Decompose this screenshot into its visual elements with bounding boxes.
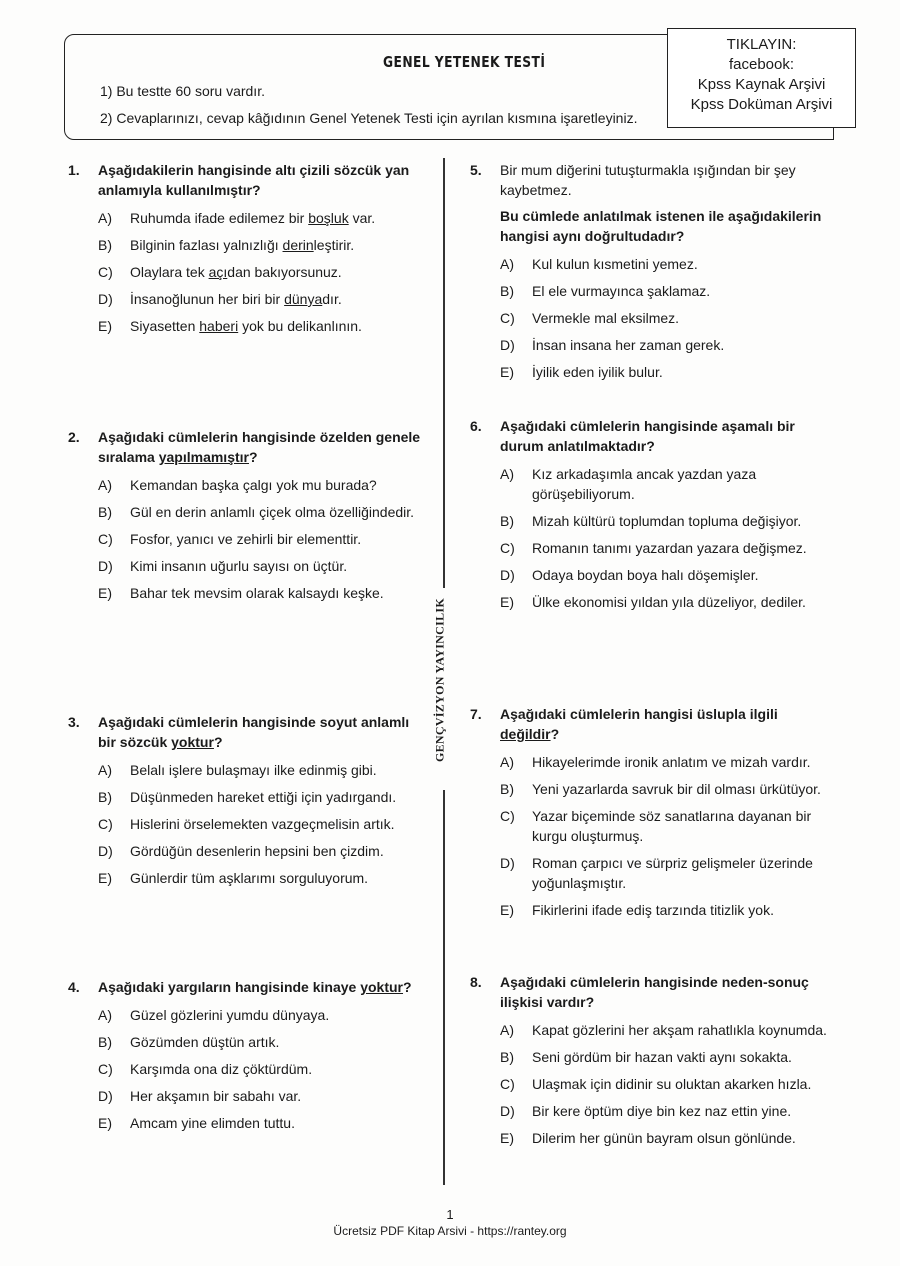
option-b[interactable]: B) Gül en derin anlamlı çiçek olma özelliğindedir. xyxy=(98,504,415,520)
question-stem: 4. Aşağıdaki yargıların hangisinde kinaye yoktur? xyxy=(68,979,412,995)
option-d[interactable]: D) Her akşamın bir sabahı var. xyxy=(98,1088,302,1104)
instruction-1: 1) Bu testte 60 soru vardır. xyxy=(100,83,265,99)
option-b[interactable]: B) Bilginin fazlası yalnızlığı derinleştirir. xyxy=(98,237,355,253)
option-d[interactable]: D) Roman çarpıcı ve sürpriz gelişmeler üzerinde yoğunlaşmıştır. xyxy=(500,855,813,891)
question-number: 1. xyxy=(68,162,80,178)
negation-word: yoktur xyxy=(360,979,404,995)
promo-line-2: facebook: xyxy=(728,56,795,73)
option-a[interactable]: A) Ruhumda ifade edilemez bir boşluk var. xyxy=(98,210,376,226)
page-number: 1 xyxy=(446,1207,454,1222)
option-d[interactable]: D) Kimi insanın uğurlu sayısı on üçtür. xyxy=(98,558,348,574)
option-a[interactable]: A) Kapat gözlerini her akşam rahatlıkla koynumda. xyxy=(500,1022,827,1038)
option-e[interactable]: E) Günlerdir tüm aşklarımı sorguluyorum. xyxy=(98,870,369,886)
option-c[interactable]: C) Yazar biçeminde söz sanatlarına dayanan bir kurgu oluşturmuş. xyxy=(500,808,812,844)
option-d[interactable]: D) İnsanoğlunun her biri bir dünyadır. xyxy=(98,291,342,307)
question-5 xyxy=(470,160,830,389)
question-number: 6. xyxy=(470,418,482,434)
question-stem: 7. Aşağıdaki cümlelerin hangisi üslupla ilgili değildir? xyxy=(470,706,778,742)
question-2 xyxy=(68,427,426,610)
column-divider-top xyxy=(443,158,445,588)
option-c[interactable]: C) Ulaşmak için didinir su oluktan akarken hızla. xyxy=(500,1076,812,1092)
option-c[interactable]: C) Hislerini örselemekten vazgeçmelisin artık. xyxy=(98,816,395,832)
negation-word: yapılmamıştır xyxy=(158,449,249,465)
option-a[interactable]: A) Belalı işlere bulaşmayı ilke edinmiş gibi. xyxy=(98,762,377,778)
question-3 xyxy=(68,712,426,895)
option-e[interactable]: E) Dilerim her günün bayram olsun gönlünde. xyxy=(500,1130,796,1146)
question-4 xyxy=(68,977,426,1140)
question-number: 2. xyxy=(68,429,80,445)
option-a[interactable]: A) Kemandan başka çalgı yok mu burada? xyxy=(98,477,377,493)
question-stem: 6. Aşağıdaki cümlelerin hangisinde aşamalı bir durum anlatılmaktadır? xyxy=(470,418,795,454)
option-b[interactable]: B) Mizah kültürü toplumdan topluma değişiyor. xyxy=(500,513,802,529)
question-prompt: Bu cümlede anlatılmak istenen ile aşağıdakilerin hangisi aynı doğrultudadır? xyxy=(500,208,822,244)
question-1 xyxy=(68,160,426,343)
option-a[interactable]: A) Güzel gözlerini yumdu dünyaya. xyxy=(98,1007,330,1023)
question-stem: 5. Bir mum diğerini tutuşturmakla ışığından bir şey kaybetmez. xyxy=(470,162,796,198)
question-stem: 3. Aşağıdaki cümlelerin hangisinde soyut anlamlı bir sözcük yoktur? xyxy=(68,714,410,750)
underlined-word: derin xyxy=(282,237,314,253)
negation-word: değildir xyxy=(500,726,551,742)
question-7 xyxy=(470,704,830,927)
option-e[interactable]: E) Ülke ekonomisi yıldan yıla düzeliyor, dediler. xyxy=(500,594,806,610)
publisher-label: GENÇVİZYON YAYINCILIK xyxy=(432,597,447,763)
option-c[interactable]: C) Karşımda ona diz çöktürdüm. xyxy=(98,1061,313,1077)
promo-line-3: Kpss Kaynak Arşivi xyxy=(697,76,826,93)
option-b[interactable]: B) Gözümden düştün artık. xyxy=(98,1034,280,1050)
option-d[interactable]: D) Odaya boydan boya halı döşemişler. xyxy=(500,567,759,583)
option-d[interactable]: D) Bir kere öptüm diye bin kez naz ettin yine. xyxy=(500,1103,792,1119)
column-divider-bottom xyxy=(443,790,445,1185)
question-number: 7. xyxy=(470,706,482,722)
option-d[interactable]: D) Gördüğün desenlerin hepsini ben çizdim. xyxy=(98,843,384,859)
option-a[interactable]: A) Hikayelerimde ironik anlatım ve mizah vardır. xyxy=(500,754,811,770)
underlined-word: haberi xyxy=(199,318,239,334)
underlined-word: boşluk xyxy=(308,210,349,226)
question-stem: 1. Aşağıdakilerin hangisinde altı çizili sözcük yan anlamıyla kullanılmıştır? xyxy=(68,162,410,198)
option-a[interactable]: A) Kul kulun kısmetini yemez. xyxy=(500,256,698,272)
option-b[interactable]: B) Düşünmeden hareket ettiği için yadırgandı. xyxy=(98,789,397,805)
promo-line-4: Kpss Doküman Arşivi xyxy=(690,96,833,113)
option-b[interactable]: B) Seni gördüm bir hazan vakti aynı sokakta. xyxy=(500,1049,792,1065)
option-c[interactable]: C) Romanın tanımı yazardan yazara değişmez. xyxy=(500,540,807,556)
question-number: 8. xyxy=(470,974,482,990)
option-e[interactable]: E) Amcam yine elimden tuttu. xyxy=(98,1115,295,1131)
underlined-word: açı xyxy=(208,264,228,280)
question-6 xyxy=(470,416,830,619)
option-e[interactable]: E) Bahar tek mevsim olarak kalsaydı keşke. xyxy=(98,585,384,601)
question-number: 4. xyxy=(68,979,80,995)
test-title: GENEL YETENEK TESTİ xyxy=(383,53,546,71)
option-b[interactable]: B) Yeni yazarlarda savruk bir dil olması ürkütüyor. xyxy=(500,781,821,797)
promo-line-1: TIKLAYIN: xyxy=(726,36,797,53)
option-b[interactable]: B) El ele vurmayınca şaklamaz. xyxy=(500,283,711,299)
question-number: 5. xyxy=(470,162,482,178)
negation-word: yoktur xyxy=(171,734,214,750)
option-d[interactable]: D) İnsan insana her zaman gerek. xyxy=(500,337,725,353)
option-e[interactable]: E) Fikirlerini ifade ediş tarzında titizlik yok. xyxy=(500,902,774,918)
instruction-2: 2) Cevaplarınızı, cevap kâğıdının Genel Yetenek Testi için ayrılan kısmına işaretleyiniz. xyxy=(100,110,638,126)
question-number: 3. xyxy=(68,714,80,730)
source-footer: Ücretsiz PDF Kitap Arsivi - https://rantey.org xyxy=(333,1224,567,1238)
option-c[interactable]: C) Fosfor, yanıcı ve zehirli bir elementtir. xyxy=(98,531,362,547)
option-a[interactable]: A) Kız arkadaşımla ancak yazdan yaza görüşebiliyorum. xyxy=(500,466,757,502)
option-c[interactable]: C) Vermekle mal eksilmez. xyxy=(500,310,680,326)
question-stem: 8. Aşağıdaki cümlelerin hangisinde neden-sonuç ilişkisi vardır? xyxy=(470,974,809,1010)
underlined-word: dünya xyxy=(284,291,323,307)
promo-box[interactable] xyxy=(667,28,856,128)
question-8 xyxy=(470,972,830,1155)
option-c[interactable]: C) Olaylara tek açıdan bakıyorsunuz. xyxy=(98,264,342,280)
question-stem: 2. Aşağıdaki cümlelerin hangisinde özelden genele sıralama yapılmamıştır? xyxy=(68,429,421,465)
option-e[interactable]: E) İyilik eden iyilik bulur. xyxy=(500,364,663,380)
option-e[interactable]: E) Siyasetten haberi yok bu delikanlının. xyxy=(98,318,362,334)
